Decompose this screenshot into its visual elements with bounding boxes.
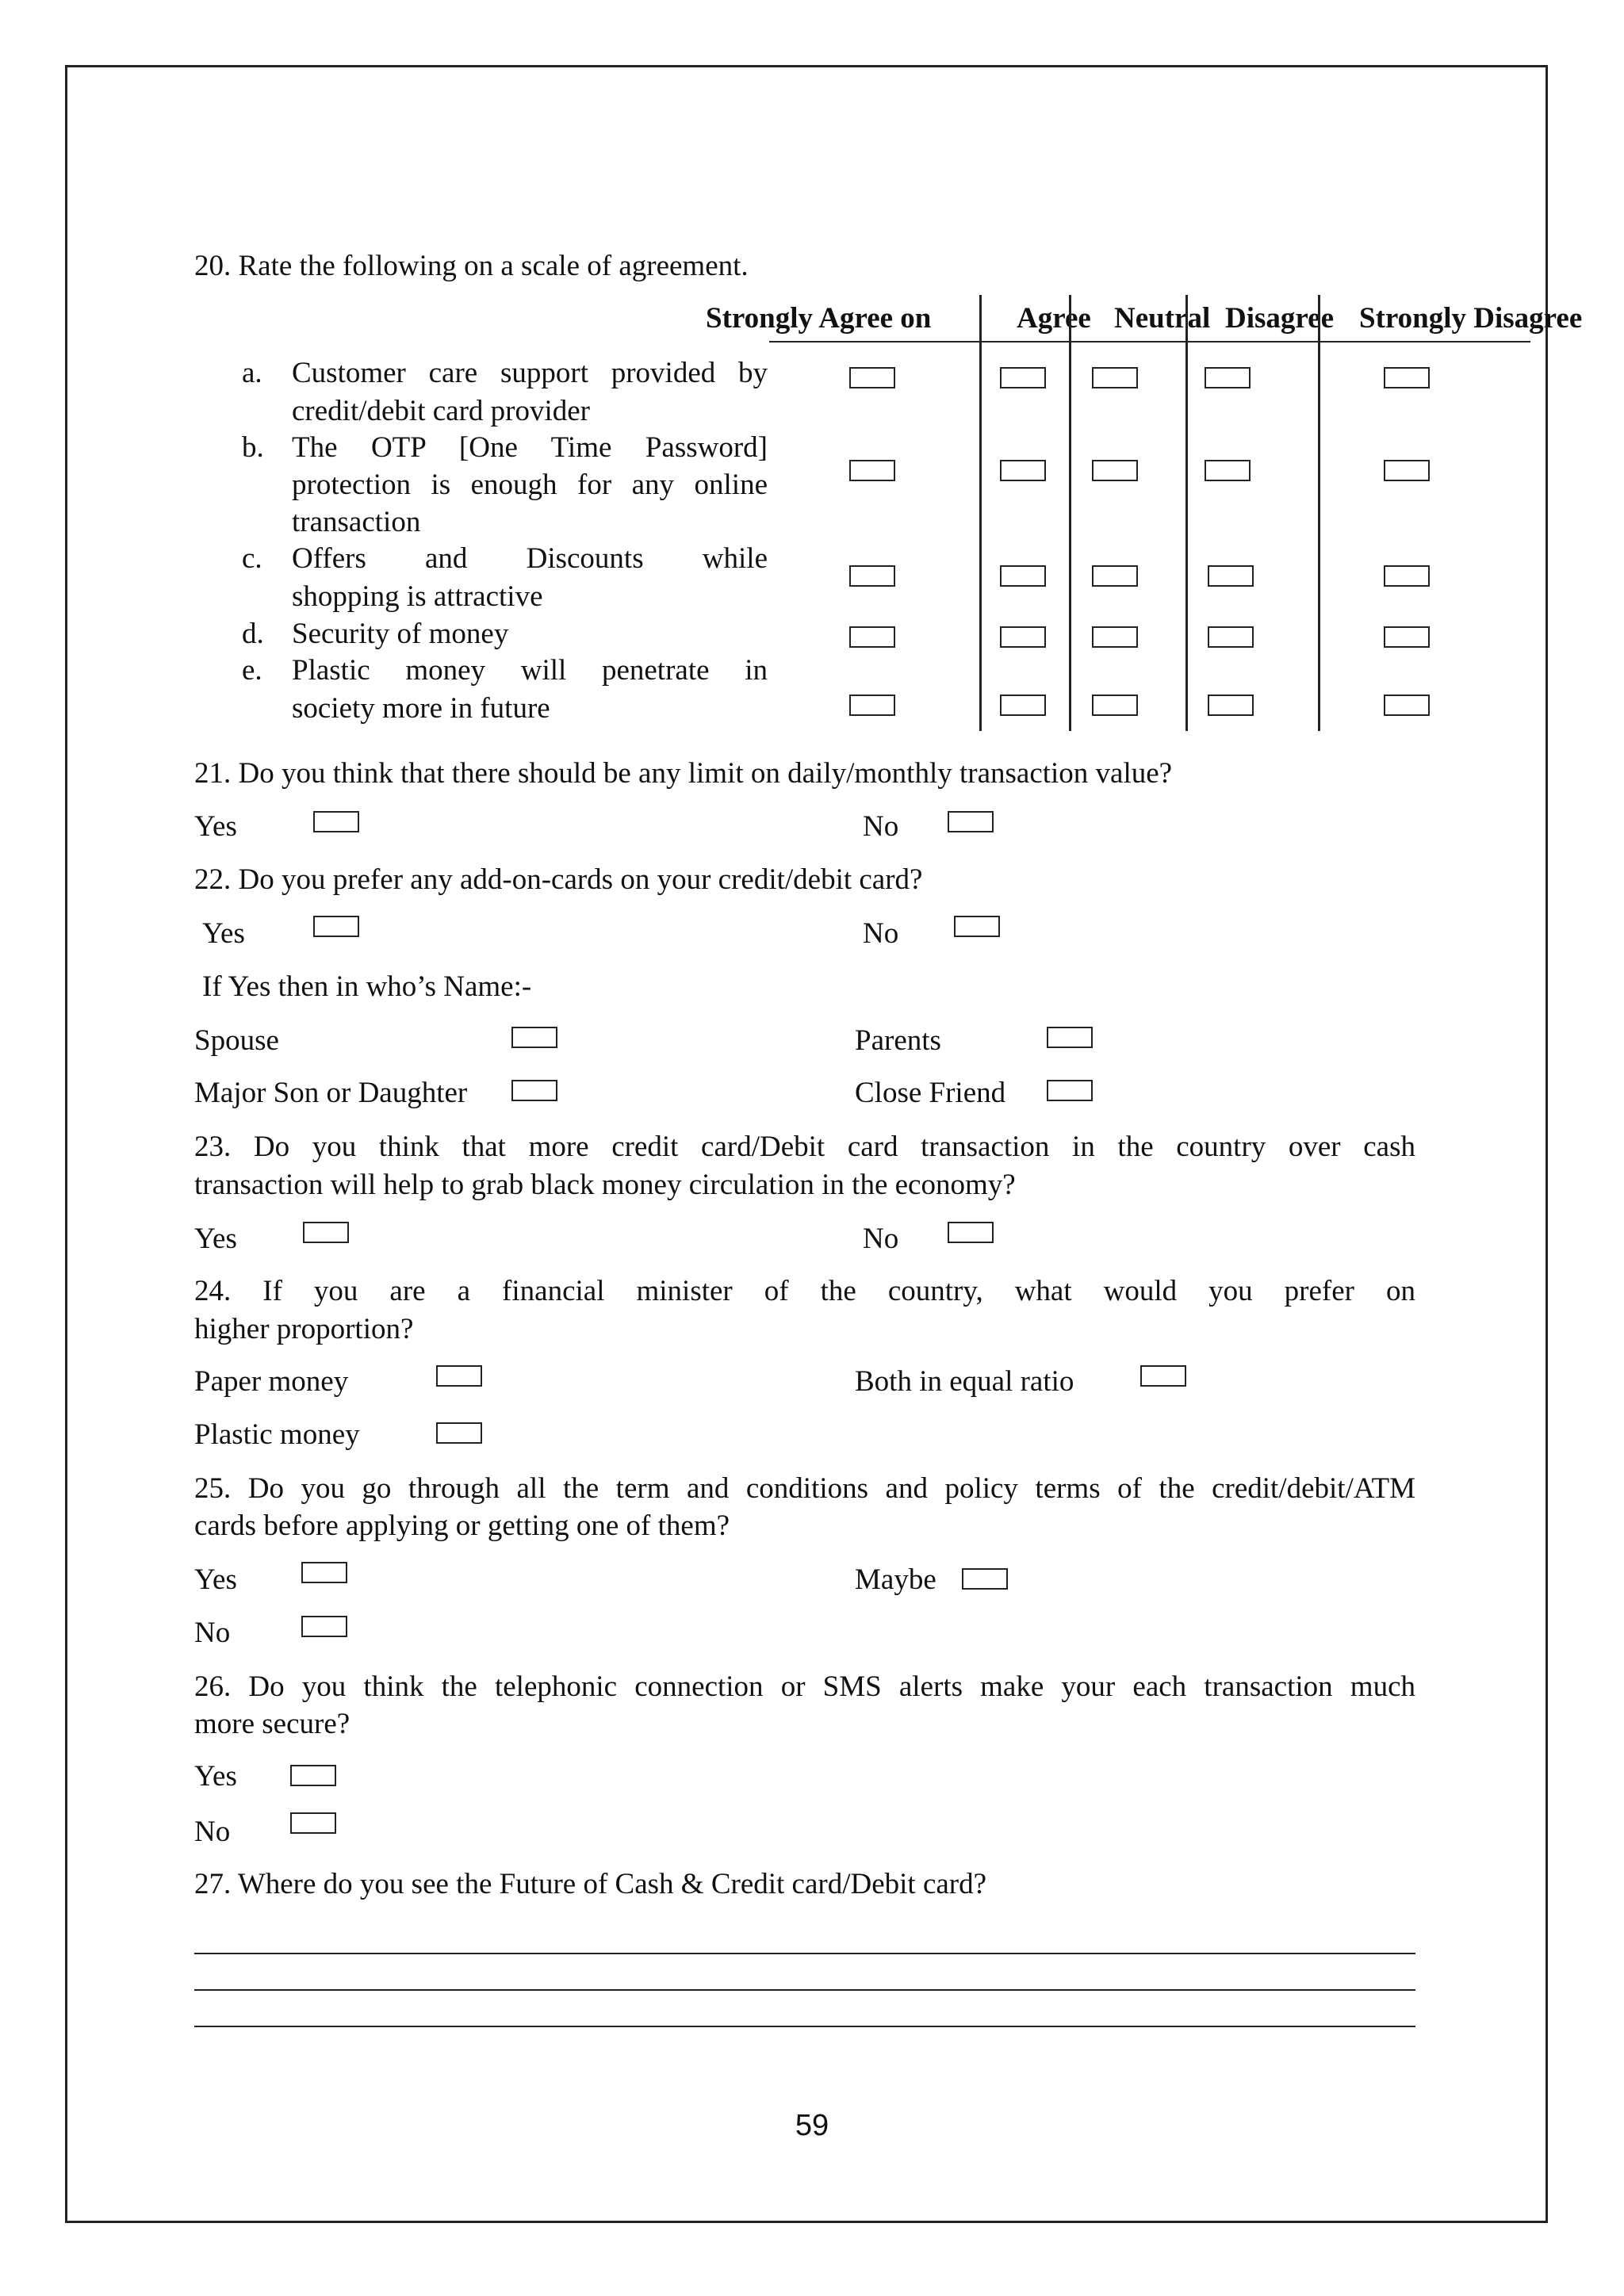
- rating-a-disagree-checkbox[interactable]: [1205, 367, 1251, 388]
- page-number: 59: [795, 2109, 829, 2142]
- q26-no-label: No: [194, 1816, 231, 1848]
- rating-b-neutral-checkbox[interactable]: [1092, 460, 1138, 481]
- q22-no-label: No: [863, 917, 899, 950]
- header-disagree: Disagree: [1225, 302, 1334, 335]
- grid-line: [1069, 295, 1071, 731]
- item-e-line1: Plastic money will penetrate in: [292, 654, 768, 687]
- item-c-line1: Offers and Discounts while: [292, 542, 768, 575]
- q22-spouse-checkbox[interactable]: [511, 1027, 557, 1048]
- q22-question: 22. Do you prefer any add-on-cards on your credit/debit card?: [194, 863, 923, 896]
- rating-b-strongly-disagree-checkbox[interactable]: [1384, 460, 1430, 481]
- item-c-line2: shopping is attractive: [292, 580, 543, 613]
- rating-c-agree-checkbox[interactable]: [1000, 565, 1046, 587]
- rating-a-neutral-checkbox[interactable]: [1092, 367, 1138, 388]
- q27-answer-line[interactable]: [194, 2026, 1415, 2027]
- q23-yes-checkbox[interactable]: [303, 1222, 349, 1243]
- item-e-letter: e.: [242, 654, 262, 687]
- q25-no-label: No: [194, 1617, 231, 1649]
- rating-d-agree-checkbox[interactable]: [1000, 626, 1046, 648]
- q26-no-checkbox[interactable]: [290, 1812, 336, 1834]
- q25-maybe-label: Maybe: [855, 1563, 936, 1596]
- header-strongly-agree: Strongly Agree on: [706, 302, 932, 335]
- q22-followup: If Yes then in who’s Name:-: [202, 970, 532, 1003]
- q25-yes-label: Yes: [194, 1563, 237, 1596]
- q24-both-checkbox[interactable]: [1140, 1365, 1186, 1387]
- rating-d-strongly-agree-checkbox[interactable]: [849, 626, 895, 648]
- q24-plastic-label: Plastic money: [194, 1418, 360, 1451]
- rating-d-strongly-disagree-checkbox[interactable]: [1384, 626, 1430, 648]
- q25-question-line2: cards before applying or getting one of them?: [194, 1510, 730, 1542]
- item-b-line3: transaction: [292, 506, 421, 538]
- q22-son-checkbox[interactable]: [511, 1080, 557, 1101]
- q21-yes-checkbox[interactable]: [313, 811, 359, 832]
- q26-yes-label: Yes: [194, 1760, 237, 1793]
- q23-no-label: No: [863, 1223, 899, 1255]
- q25-question-line1: 25. Do you go through all the term and conditions and policy terms of the credit/debit/ATM: [194, 1472, 1415, 1505]
- rating-a-strongly-agree-checkbox[interactable]: [849, 367, 895, 388]
- q25-yes-checkbox[interactable]: [301, 1562, 347, 1583]
- q23-yes-label: Yes: [194, 1223, 237, 1255]
- q24-question-line1: 24. If you are a financial minister of the country, what would you prefer on: [194, 1275, 1415, 1307]
- rating-b-agree-checkbox[interactable]: [1000, 460, 1046, 481]
- q20-question: 20. Rate the following on a scale of agreement.: [194, 250, 749, 282]
- item-b-line2: protection is enough for any online: [292, 469, 768, 501]
- grid-line: [979, 295, 982, 731]
- rating-e-neutral-checkbox[interactable]: [1092, 695, 1138, 716]
- rating-e-strongly-agree-checkbox[interactable]: [849, 695, 895, 716]
- q26-question-line2: more secure?: [194, 1708, 350, 1740]
- q24-both-label: Both in equal ratio: [855, 1365, 1074, 1398]
- item-b-letter: b.: [242, 431, 264, 464]
- rating-a-strongly-disagree-checkbox[interactable]: [1384, 367, 1430, 388]
- q27-answer-line[interactable]: [194, 1953, 1415, 1954]
- q23-question-line1: 23. Do you think that more credit card/Debit card transaction in the country over cash: [194, 1131, 1415, 1163]
- rating-d-neutral-checkbox[interactable]: [1092, 626, 1138, 648]
- rating-b-disagree-checkbox[interactable]: [1205, 460, 1251, 481]
- q22-son-label: Major Son or Daughter: [194, 1077, 468, 1109]
- q25-maybe-checkbox[interactable]: [962, 1568, 1008, 1590]
- rating-a-agree-checkbox[interactable]: [1000, 367, 1046, 388]
- q21-no-checkbox[interactable]: [948, 811, 994, 832]
- q22-no-checkbox[interactable]: [954, 916, 1000, 937]
- q25-no-checkbox[interactable]: [301, 1616, 347, 1637]
- q22-yes-label: Yes: [202, 917, 245, 950]
- item-a-line1: Customer care support provided by: [292, 357, 768, 389]
- item-e-line2: society more in future: [292, 692, 550, 725]
- rating-d-disagree-checkbox[interactable]: [1208, 626, 1254, 648]
- item-b-line1: The OTP [One Time Password]: [292, 431, 768, 464]
- q22-friend-checkbox[interactable]: [1047, 1080, 1093, 1101]
- rating-c-strongly-disagree-checkbox[interactable]: [1384, 565, 1430, 587]
- q22-spouse-label: Spouse: [194, 1024, 279, 1057]
- header-agree: Agree: [1017, 302, 1091, 335]
- q27-question: 27. Where do you see the Future of Cash & Credit card/Debit card?: [194, 1868, 987, 1900]
- q21-question: 21. Do you think that there should be any limit on daily/monthly transaction value?: [194, 757, 1173, 790]
- q27-answer-line[interactable]: [194, 1989, 1415, 1991]
- q21-yes-label: Yes: [194, 810, 237, 843]
- q22-parents-label: Parents: [855, 1024, 941, 1057]
- header-underline: [769, 341, 1530, 342]
- grid-line: [1318, 295, 1320, 731]
- header-neutral: Neutral: [1114, 302, 1211, 335]
- rating-c-strongly-agree-checkbox[interactable]: [849, 565, 895, 587]
- item-a-letter: a.: [242, 357, 262, 389]
- rating-e-disagree-checkbox[interactable]: [1208, 695, 1254, 716]
- q21-no-label: No: [863, 810, 899, 843]
- q26-yes-checkbox[interactable]: [290, 1765, 336, 1786]
- item-d-line1: Security of money: [292, 618, 509, 650]
- item-a-line2: credit/debit card provider: [292, 395, 590, 427]
- q23-no-checkbox[interactable]: [948, 1222, 994, 1243]
- header-strongly-disagree: Strongly Disagree: [1359, 302, 1583, 335]
- rating-c-neutral-checkbox[interactable]: [1092, 565, 1138, 587]
- q24-paper-label: Paper money: [194, 1365, 349, 1398]
- item-c-letter: c.: [242, 542, 262, 575]
- rating-e-agree-checkbox[interactable]: [1000, 695, 1046, 716]
- grid-line: [1185, 295, 1188, 731]
- q22-parents-checkbox[interactable]: [1047, 1027, 1093, 1048]
- q24-paper-checkbox[interactable]: [436, 1365, 482, 1387]
- rating-e-strongly-disagree-checkbox[interactable]: [1384, 695, 1430, 716]
- rating-b-strongly-agree-checkbox[interactable]: [849, 460, 895, 481]
- q22-friend-label: Close Friend: [855, 1077, 1006, 1109]
- item-d-letter: d.: [242, 618, 264, 650]
- rating-c-disagree-checkbox[interactable]: [1208, 565, 1254, 587]
- q22-yes-checkbox[interactable]: [313, 916, 359, 937]
- q23-question-line2: transaction will help to grab black money circulation in the economy?: [194, 1169, 1016, 1201]
- q24-plastic-checkbox[interactable]: [436, 1422, 482, 1444]
- q26-question-line1: 26. Do you think the telephonic connection or SMS alerts make your each transaction much: [194, 1670, 1415, 1703]
- q24-question-line2: higher proportion?: [194, 1313, 414, 1345]
